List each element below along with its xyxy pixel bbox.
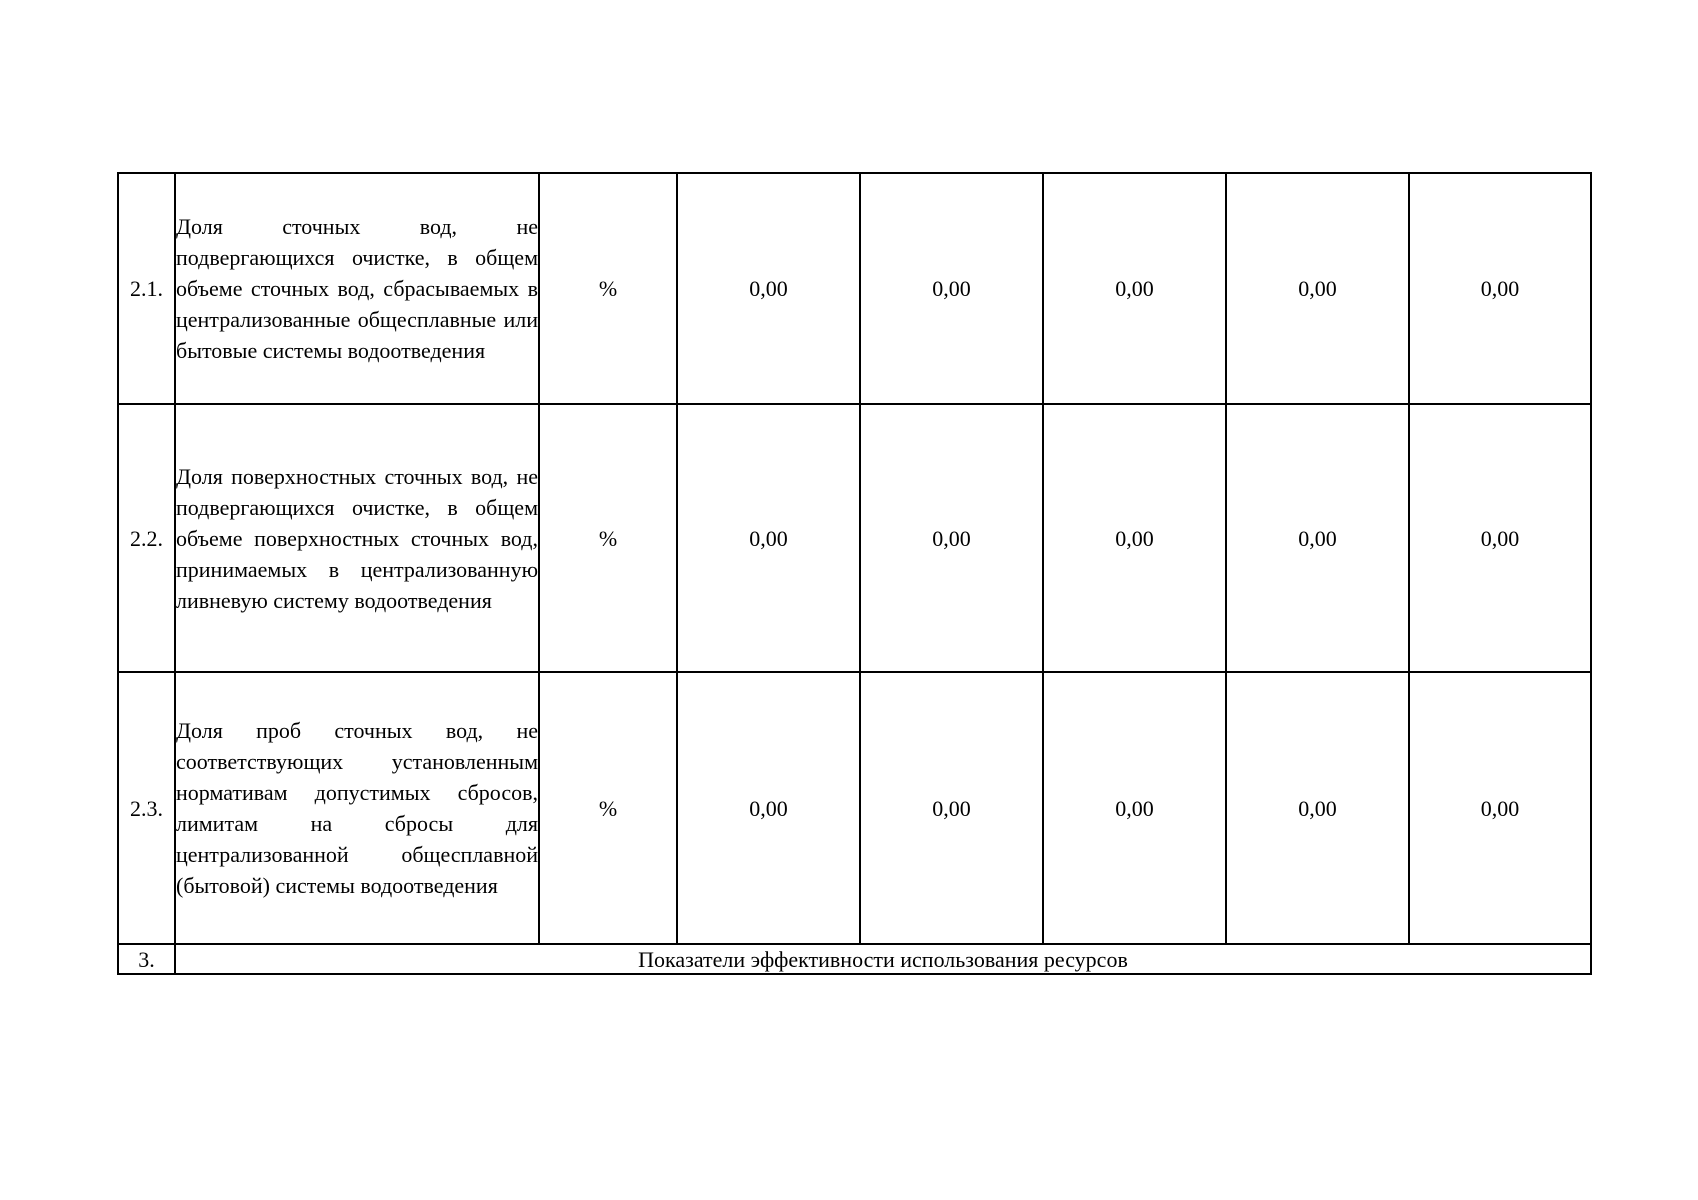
row-value: 0,00 <box>1409 404 1591 672</box>
row-number: 2.1. <box>118 173 175 404</box>
row-value: 0,00 <box>1409 672 1591 944</box>
row-unit: % <box>539 404 677 672</box>
row-value: 0,00 <box>860 404 1043 672</box>
indicators-table <box>117 172 1592 975</box>
row-value: 0,00 <box>1043 173 1226 404</box>
table-row <box>118 672 1591 944</box>
row-value: 0,00 <box>1226 404 1409 672</box>
row-value: 0,00 <box>1409 173 1591 404</box>
row-value: 0,00 <box>1226 672 1409 944</box>
table-row <box>118 404 1591 672</box>
row-unit: % <box>539 173 677 404</box>
section-number: 3. <box>118 944 175 974</box>
row-value: 0,00 <box>1043 672 1226 944</box>
row-description: Доля проб сточных вод, не соответствующих установленным нормативам допустимых сбросов, лимитам на сбросы для централизованной общесплавной (бытовой) системы водоотведения <box>175 672 539 944</box>
row-description: Доля поверхностных сточных вод, не подвергающихся очистке, в общем объеме поверхностных сточных вод, принимаемых в централизованную ливневую систему водоотведения <box>175 404 539 672</box>
section-title: Показатели эффективности использования ресурсов <box>175 944 1591 974</box>
row-value: 0,00 <box>1043 404 1226 672</box>
row-number: 2.3. <box>118 672 175 944</box>
table-row <box>118 173 1591 404</box>
row-number: 2.2. <box>118 404 175 672</box>
row-value: 0,00 <box>860 672 1043 944</box>
row-value: 0,00 <box>1226 173 1409 404</box>
row-value: 0,00 <box>677 404 860 672</box>
row-value: 0,00 <box>677 173 860 404</box>
row-value: 0,00 <box>677 672 860 944</box>
row-description: Доля сточных вод, не подвергающихся очистке, в общем объеме сточных вод, сбрасываемых в централизованные общесплавные или бытовые системы водоотведения <box>175 173 539 404</box>
section-row <box>118 944 1591 974</box>
row-value: 0,00 <box>860 173 1043 404</box>
row-unit: % <box>539 672 677 944</box>
